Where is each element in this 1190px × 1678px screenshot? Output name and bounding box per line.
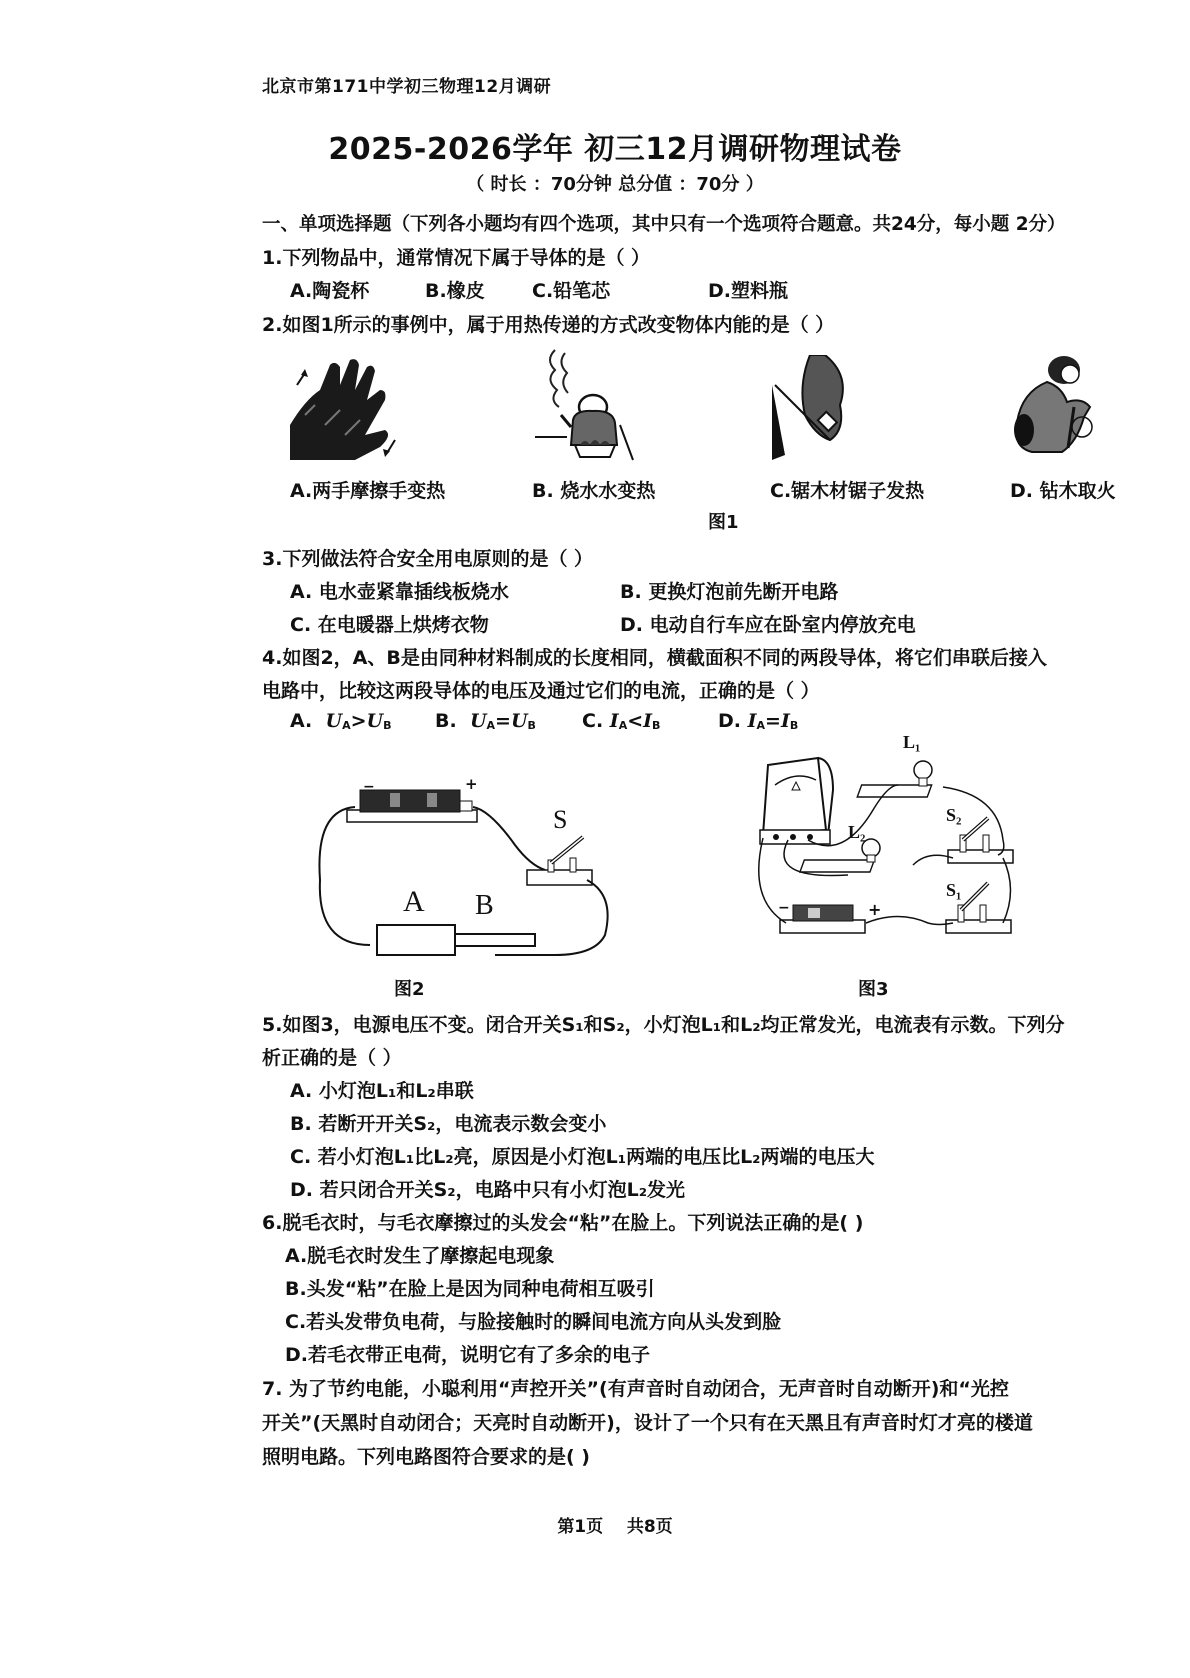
question-3-option-a: A. 电水壶紧靠插线板烧水 — [290, 581, 509, 603]
conductor-a-label: A — [403, 885, 425, 918]
page-number: 第1页 — [557, 1517, 604, 1537]
battery-negative-label: − — [363, 779, 375, 795]
question-6-option-a: A.脱毛衣时发生了摩擦起电现象 — [285, 1245, 555, 1267]
question-1-option-b: B.橡皮 — [425, 280, 485, 302]
figure-2-circuit — [315, 775, 625, 970]
page-total: 共8页 — [626, 1517, 673, 1537]
question-3-option-c: C. 在电暖器上烘烤衣物 — [290, 614, 489, 636]
question-4-option-c: C. $I_A<I_B$ — [582, 710, 661, 732]
question-5-stem-line1: 5.如图3，电源电压不变。闭合开关S₁和S₂，小灯泡L₁和L₂均正常发光，电流表有示数。下列分 — [262, 1014, 1065, 1036]
drilling-wood-fire-image — [1002, 352, 1102, 462]
question-4-option-b: B. $U_A=U_B$ — [435, 710, 536, 732]
question-3-stem: 3.下列做法符合安全用电原则的是（ ） — [262, 548, 594, 570]
battery-negative-label: − — [778, 900, 790, 916]
switch-s1-label: S₁ — [946, 880, 962, 900]
question-7-stem-line1: 7. 为了节约电能，小聪利用“声控开关”(有声音时自动闭合，无声音时自动断开)和“光控 — [262, 1378, 1009, 1400]
figure-3-circuit — [748, 732, 1023, 955]
question-4-option-d: D. $I_A=I_B$ — [718, 710, 799, 732]
switch-s-label: S — [553, 805, 568, 834]
hands-rubbing-image — [285, 355, 415, 465]
question-2-option-c: C.锯木材锯子发热 — [770, 480, 925, 502]
question-4-stem-line2: 电路中，比较这两段导体的电压及通过它们的电流，正确的是（ ） — [262, 680, 820, 702]
school-header: 北京市第171中学初三物理12月调研 — [262, 77, 552, 97]
question-4-option-a: A. $U_A>U_B$ — [290, 710, 392, 732]
question-2-stem: 2.如图1所示的事例中，属于用热传递的方式改变物体内能的是（ ） — [262, 314, 835, 336]
question-7-stem-line3: 照明电路。下列电路图符合要求的是( ) — [262, 1446, 590, 1468]
question-3-option-d: D. 电动自行车应在卧室内停放充电 — [620, 614, 916, 636]
lamp-l2-label: L₂ — [848, 822, 866, 842]
page-footer — [0, 1512, 1190, 1537]
question-2-option-a: A.两手摩擦手变热 — [290, 480, 446, 502]
question-7-stem-line2: 开关”(天黑时自动闭合；天亮时自动断开)，设计了一个只有在天黑且有声音时灯才亮的楼道 — [262, 1412, 1033, 1434]
exam-subtitle: （ 时长 ：70分钟 总分值 ：70分 ） — [466, 174, 764, 195]
question-5-option-c: C. 若小灯泡L₁比L₂亮，原因是小灯泡L₁两端的电压比L₂两端的电压大 — [290, 1146, 875, 1168]
question-1-stem: 1.下列物品中，通常情况下属于导体的是（ ） — [262, 247, 651, 269]
figure-2-caption: 图2 — [394, 979, 425, 1000]
question-6-stem: 6.脱毛衣时，与毛衣摩擦过的头发会“粘”在脸上。下列说法正确的是( ) — [262, 1212, 864, 1234]
exam-title: 2025-2026学年 初三12月调研物理试卷 — [328, 132, 902, 167]
question-3-option-b: B. 更换灯泡前先断开电路 — [620, 581, 839, 603]
lamp-l1-label: L₁ — [903, 732, 921, 752]
battery-positive-label: + — [465, 775, 478, 793]
question-5-option-d: D. 若只闭合开关S₂，电路中只有小灯泡L₂发光 — [290, 1179, 686, 1201]
figure-1-caption: 图1 — [708, 512, 739, 533]
question-6-option-d: D.若毛衣带正电荷，说明它有了多余的电子 — [285, 1344, 650, 1366]
question-1-option-a: A.陶瓷杯 — [290, 280, 370, 302]
sawing-wood-image — [770, 355, 870, 465]
question-6-option-c: C.若头发带负电荷，与脸接触时的瞬间电流方向从头发到脸 — [285, 1311, 782, 1333]
question-1-option-d: D.塑料瓶 — [708, 280, 788, 302]
kettle-boiling-image — [535, 345, 645, 465]
switch-s2-label: S₂ — [946, 805, 962, 825]
question-4-stem-line1: 4.如图2，A、B是由同种材料制成的长度相同，横截面积不同的两段导体，将它们串联后接入 — [262, 647, 1047, 669]
question-5-option-b: B. 若断开开关S₂，电流表示数会变小 — [290, 1113, 607, 1135]
figure-3-caption: 图3 — [858, 979, 889, 1000]
conductor-b-label: B — [475, 890, 494, 921]
question-6-option-b: B.头发“粘”在脸上是因为同种电荷相互吸引 — [285, 1278, 655, 1300]
section-heading: 一、单项选择题（下列各小题均有四个选项，其中只有一个选项符合题意。共24分，每小题 2分） — [262, 214, 1066, 235]
question-5-option-a: A. 小灯泡L₁和L₂串联 — [290, 1080, 474, 1102]
question-2-option-d: D. 钻木取火 — [1010, 480, 1116, 502]
battery-positive-label: + — [868, 900, 882, 919]
question-2-option-b: B. 烧水水变热 — [532, 480, 656, 502]
question-5-stem-line2: 析正确的是（ ） — [262, 1047, 402, 1069]
question-1-option-c: C.铅笔芯 — [532, 280, 611, 302]
